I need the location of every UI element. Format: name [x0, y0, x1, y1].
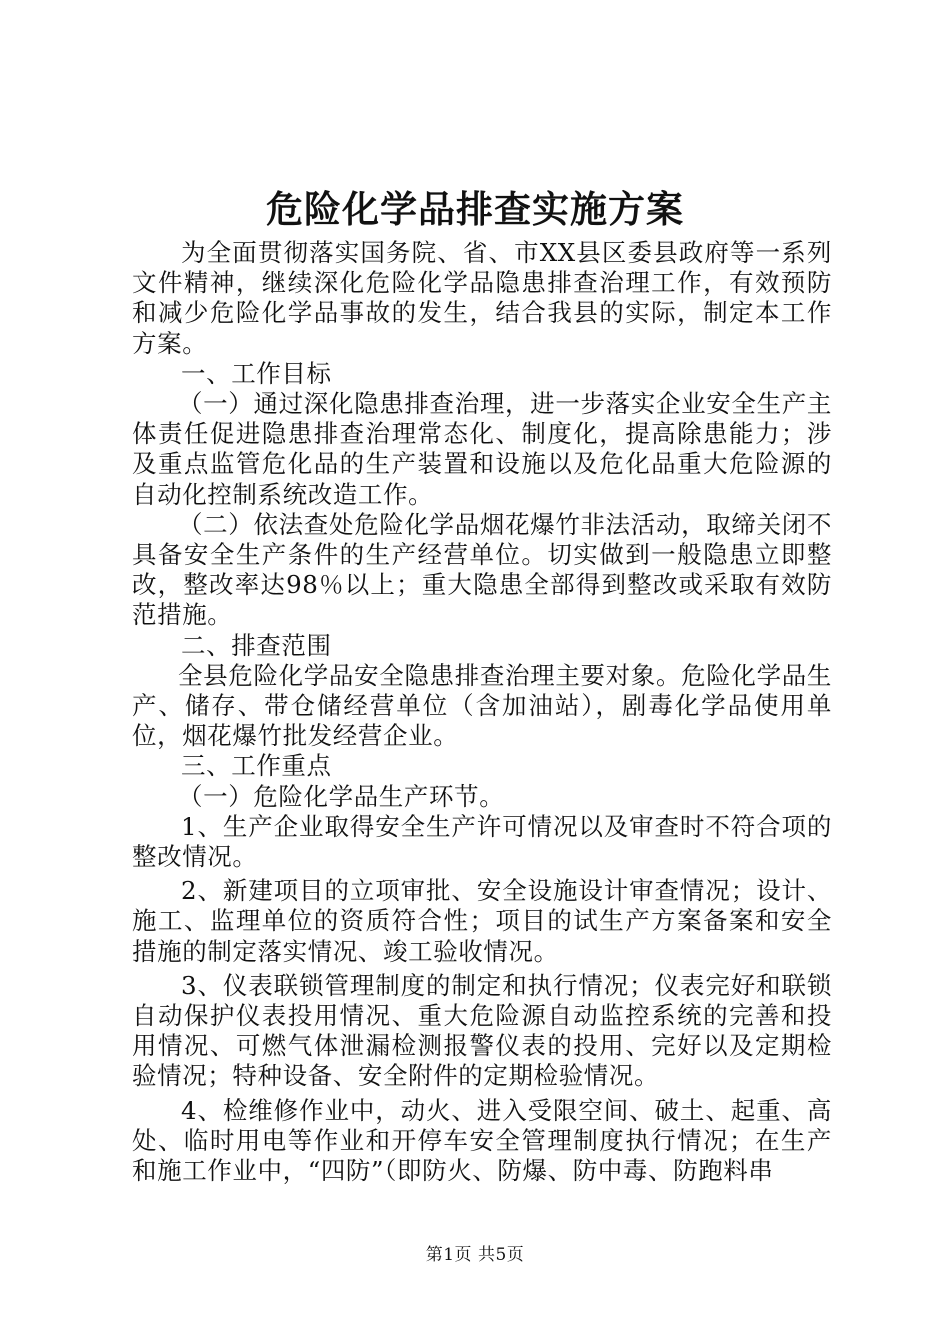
section-heading-scope: 二、排查范围 [181, 630, 332, 660]
focus-subheading-production: （一）危险化学品生产环节。 [178, 781, 505, 811]
goal-paragraph-1: （一）通过深化隐患排查治理，进一步落实企业安全生产主体责任促进隐患排查治理常态化、制度化，提高除患能力；涉及重点监管危化品的生产装置和设施以及危化品重大危险源的自动化控制系统改造工作。 [132, 389, 832, 509]
document-body [132, 238, 832, 1186]
focus-item-4: 4、检维修作业中，动火、进入受限空间、破土、起重、高处、临时用电等作业和开停车安全管理制度执行情况；在生产和施工作业中，“四防”（即防火、防爆、防中毒、防跑料串 [132, 1095, 832, 1186]
focus-item-1: 1、生产企业取得安全生产许可情况以及审查时不符合项的整改情况。 [132, 811, 832, 872]
section-heading-goals: 一、工作目标 [181, 358, 332, 388]
focus-item-3: 3、仪表联锁管理制度的制定和执行情况；仪表完好和联锁自动保护仪表投用情况、重大危险源自动监控系统的完善和投用情况、可燃气体泄漏检测报警仪表的投用、完好以及定期检验情况；特种设备、安全附件的定期检验情况。 [132, 970, 832, 1091]
section-heading-focus: 三、工作重点 [181, 751, 332, 781]
goal-paragraph-2: （二）依法查处危险化学品烟花爆竹非法活动，取缔关闭不具备安全生产条件的生产经营单位。切实做到一般隐患立即整改，整改率达98％以上；重大隐患全部得到整改或采取有效防范措施。 [132, 509, 832, 630]
document-title: 危险化学品排查实施方案 [266, 187, 684, 231]
scope-paragraph: 全县危险化学品安全隐患排查治理主要对象。危险化学品生产、储存、带仓储经营单位（含加油站），剧毒化学品使用单位，烟花爆竹批发经营企业。 [132, 660, 832, 751]
page-footer: 第1页 共5页 [425, 1245, 525, 1265]
focus-item-2: 2、新建项目的立项审批、安全设施设计审查情况；设计、施工、监理单位的资质符合性；项目的试生产方案备案和安全措施的制定落实情况、竣工验收情况。 [132, 876, 832, 966]
intro-paragraph: 为全面贯彻落实国务院、省、市XX县区委县政府等一系列文件精神，继续深化危险化学品隐患排查治理工作，有效预防和减少危险化学品事故的发生，结合我县的实际，制定本工作方案。 [132, 238, 832, 358]
